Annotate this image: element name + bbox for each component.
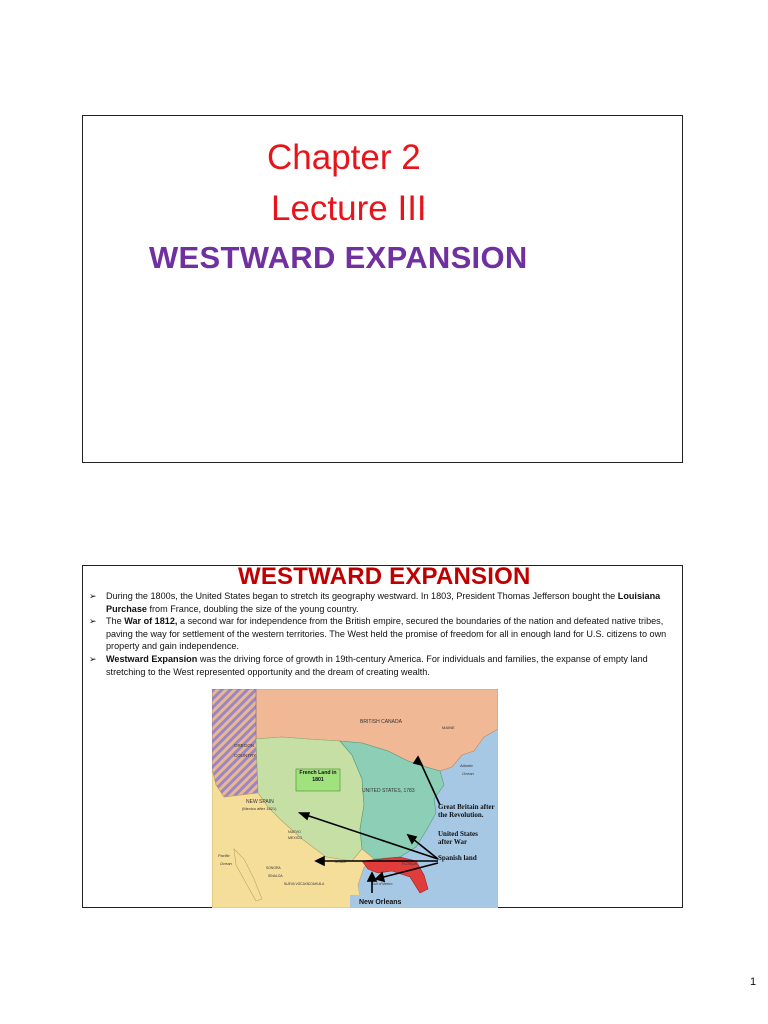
label-oregon: OREGON: [234, 743, 255, 748]
label-florida: FLORIDA: [402, 862, 417, 866]
map-graphic: [212, 689, 498, 908]
callout-united-states: United States after War: [438, 830, 478, 846]
bullet-bold-text: War of 1812,: [124, 616, 178, 627]
label-new-spain-sub: (Mexico after 1821): [242, 806, 277, 811]
page-number: 1: [750, 976, 757, 988]
label-nuevo: NUEVO: [288, 830, 301, 834]
label-ocean-pacific: Ocean: [220, 861, 232, 866]
bullet-text: was the driving force of growth in 19th-century America. For individuals and families, the expanse of empty land stretching to the West represented opportunity and the dream of creating wealth.: [106, 653, 648, 677]
slide-title: WESTWARD EXPANSION: [149, 240, 528, 275]
chapter-heading: Chapter 2: [267, 138, 421, 177]
bullet-item: [89, 615, 677, 653]
label-nueva-vizcaya: NUEVA VIZCAYA: [284, 882, 309, 886]
bullet-text: from France, doubling the size of the young country.: [146, 603, 359, 614]
callout-spanish-land: Spanish land: [438, 854, 477, 862]
label-ocean-atlantic: Ocean: [462, 771, 474, 776]
bullet-list: [89, 590, 677, 678]
label-new-orleans: New Orleans: [359, 899, 402, 906]
bullet-bold-text: Westward Expansion: [106, 653, 198, 664]
label-french-land: French Land in 1801: [299, 770, 337, 783]
label-new-spain: NEW SPAIN: [246, 799, 274, 805]
label-atlantic: Atlantic: [460, 763, 474, 768]
bullet-item: [89, 653, 677, 678]
label-united-states: UNITED STATES, 1783: [362, 788, 415, 794]
label-british-canada: BRITISH CANADA: [360, 719, 402, 725]
content-slide: [82, 565, 683, 908]
territory-map: [212, 689, 498, 908]
lecture-heading: Lecture III: [271, 189, 427, 228]
bullet-arrow-icon: ➢: [89, 653, 97, 664]
bullet-item: [89, 590, 677, 615]
bullet-bold-text: Louisiana Purchase: [106, 591, 661, 614]
label-sonora: SONORA: [266, 866, 281, 870]
title-slide: [82, 115, 683, 463]
callout-great-britain: Great Britain after the Revolution.: [438, 803, 495, 819]
slide-title: WESTWARD EXPANSION: [238, 563, 531, 590]
bullet-text: During the 1800s, the United States began to stretch its geography westward. In 1803, President Thomas Jefferson bought the: [106, 591, 618, 601]
bullet-text: a second war for independence from the British empire, secured the boundaries of the nation and defeated native tribes, paving the way for settlement of the western territories. The West held the promise of freedom for all in enough land for U.S. citizens to own property and gain independence.: [106, 616, 667, 652]
label-pacific: Pacific: [218, 853, 230, 858]
label-texas: TEXAS: [334, 860, 346, 864]
label-country: COUNTRY: [234, 753, 257, 758]
label-coahuila: COAHUILA: [308, 882, 325, 886]
bullet-arrow-icon: ➢: [89, 616, 97, 627]
label-maine: MAINE: [442, 725, 455, 730]
bullet-text: The: [106, 616, 125, 627]
bullet-arrow-icon: ➢: [89, 591, 97, 601]
label-sinaloa: SINALOA: [268, 874, 283, 878]
label-mexico: MEXICO: [288, 836, 303, 840]
label-gulf: Gulf of Mexico: [372, 882, 393, 886]
